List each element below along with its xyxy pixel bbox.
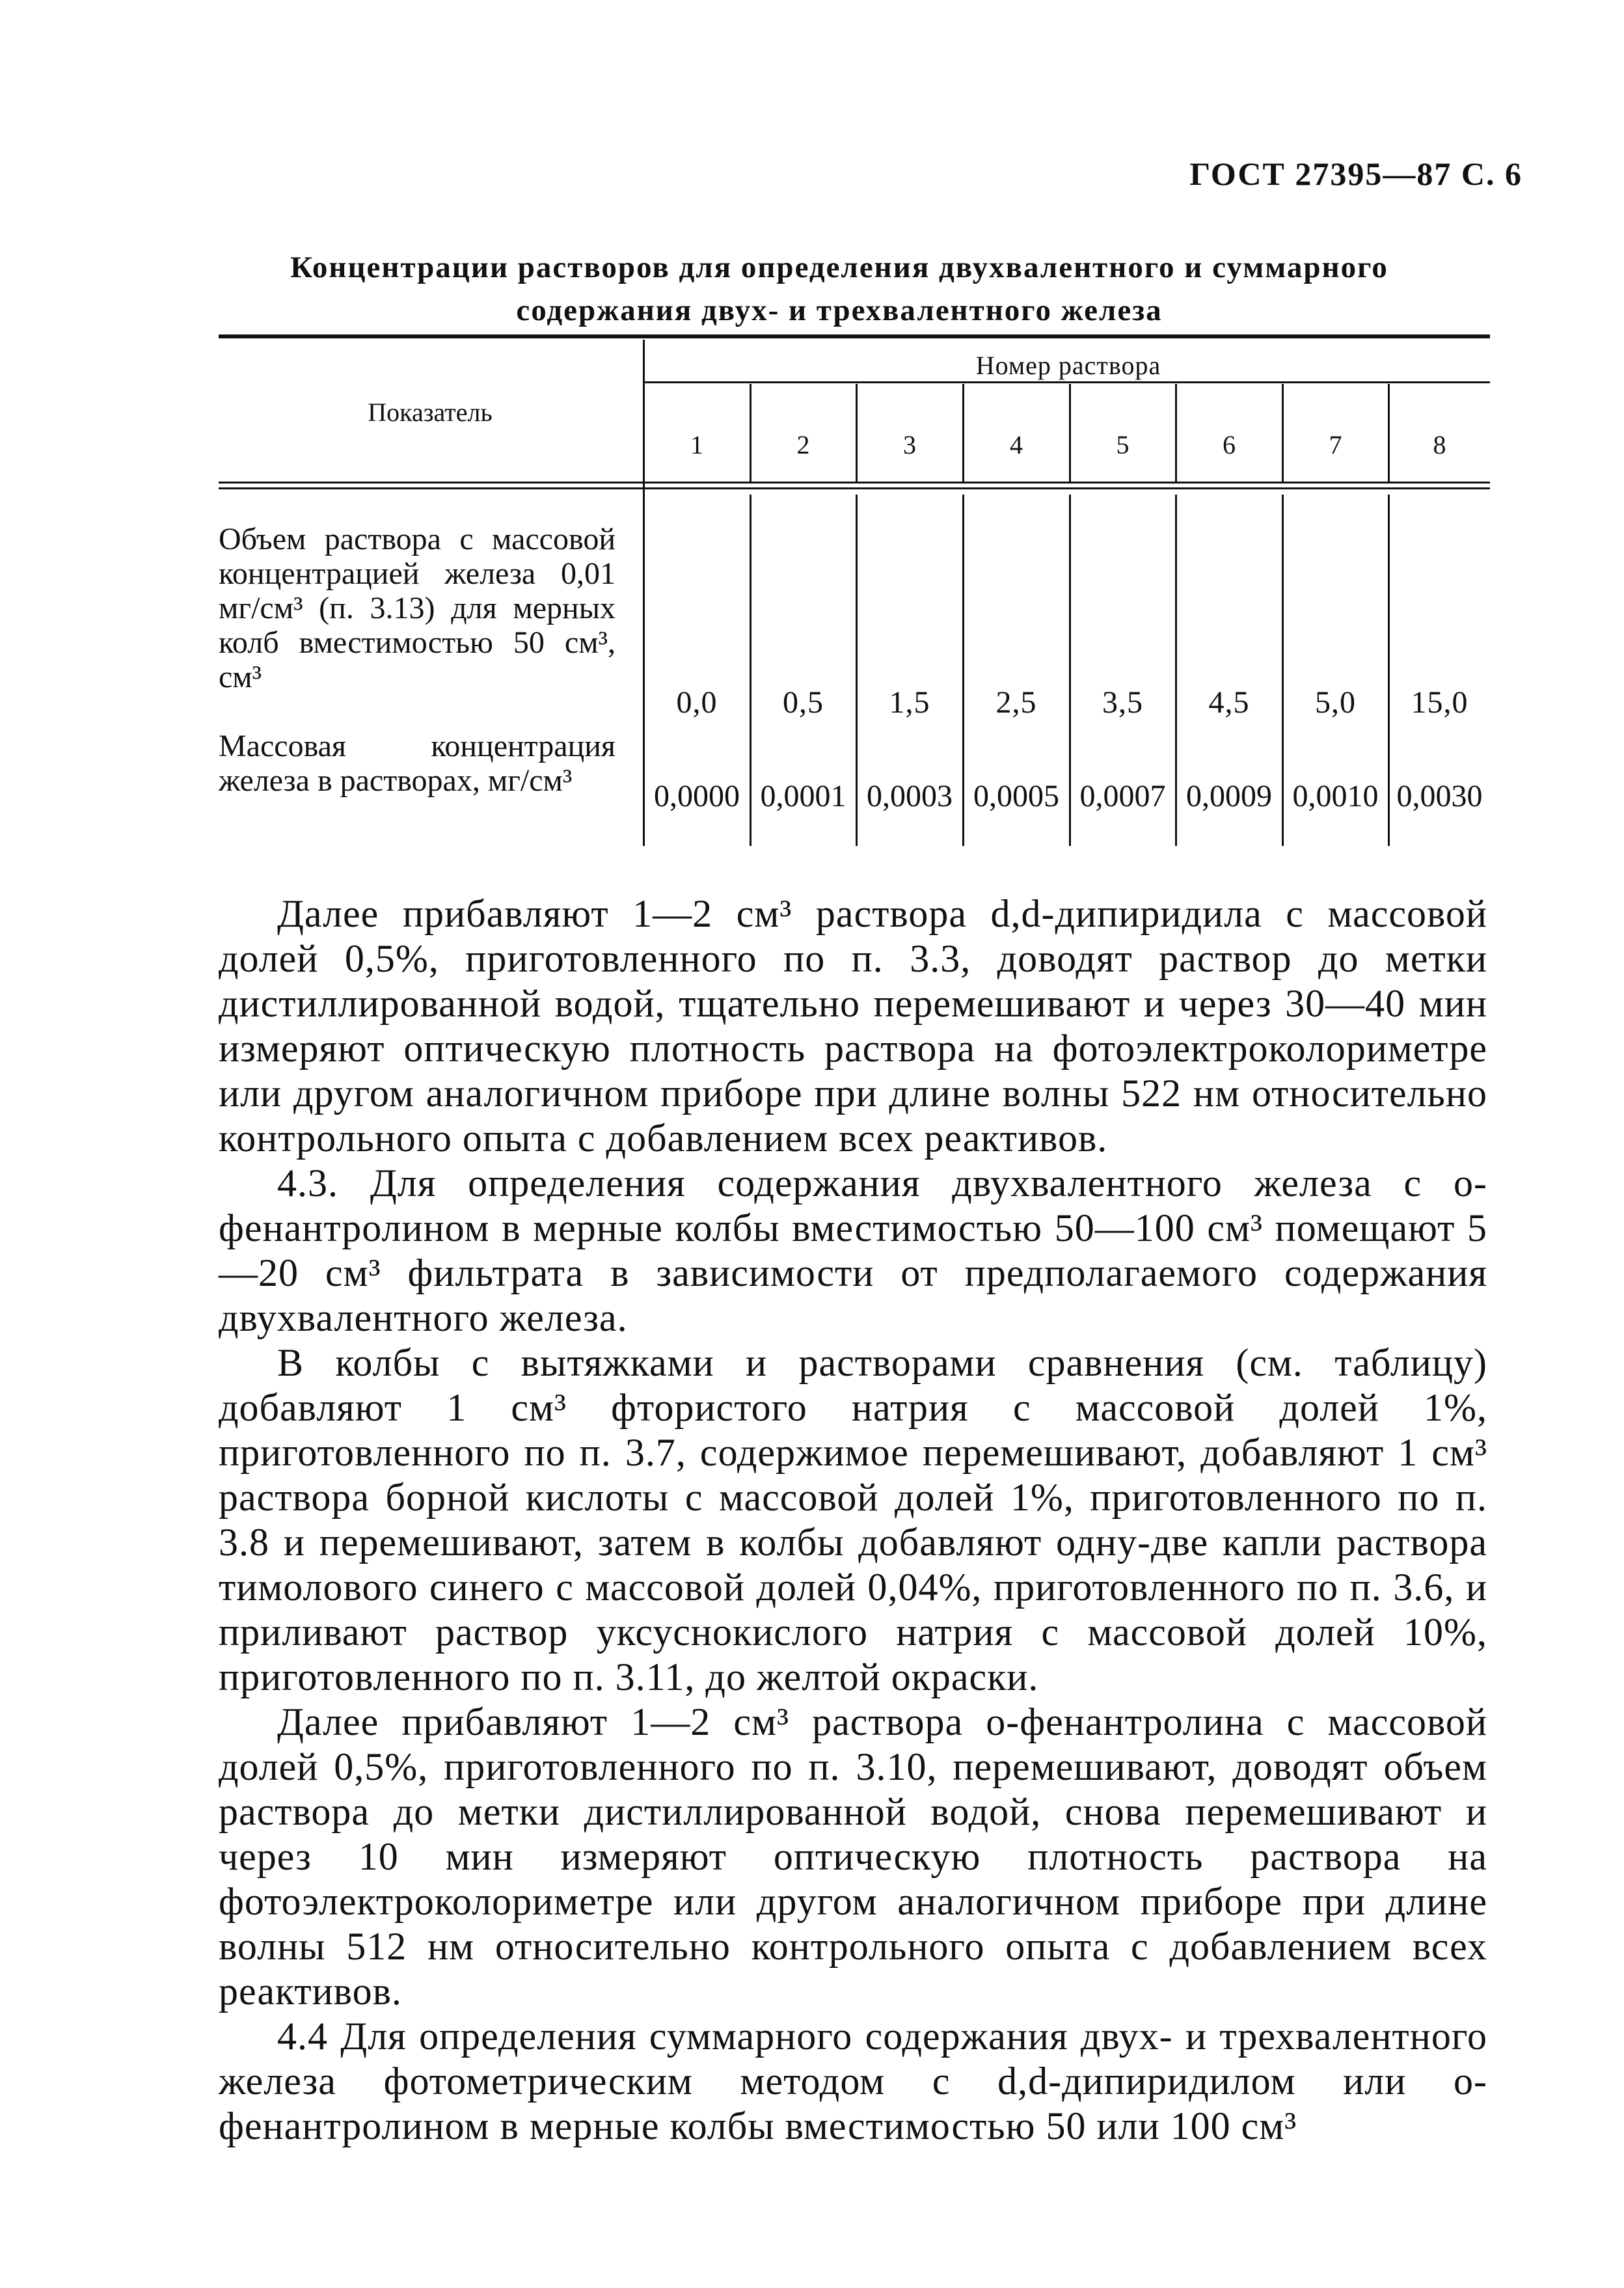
column-number: 1 [690, 430, 703, 459]
table-cell: 0,0 [676, 685, 718, 720]
page-header: ГОСТ 27395—87 С. 6 [1189, 156, 1522, 192]
column-group-header: Номер раствора [975, 351, 1161, 380]
table-caption [195, 246, 1483, 332]
column-number: 7 [1329, 430, 1342, 459]
column-number: 5 [1116, 430, 1130, 459]
table-divider-main [643, 340, 645, 846]
table-group-rule [644, 381, 1490, 383]
row-label-concentration: Массовая концентрация железа в растворах, мг/см³ [219, 729, 616, 798]
table-caption-line-2: содержания двух- и трехвалентного железа [516, 293, 1163, 327]
table-cell: 0,5 [783, 685, 824, 720]
column-number: 4 [1010, 430, 1023, 459]
body-text [219, 892, 1487, 2149]
table-cell: 1,5 [889, 685, 930, 720]
table-cell: 0,0010 [1292, 779, 1379, 813]
column-number: 2 [796, 430, 810, 459]
paragraph: 4.4 Для определения суммарного содержания двух- и трехвалентного железа фотометрическим методом с d,d-дипиридилом или о-фенантролином в мерные колбы вместимостью 50 или 100 см³ [219, 2015, 1487, 2147]
paragraph: Далее прибавляют 1—2 см³ раствора о-фенантролина с массовой долей 0,5%, приготовленного по п. 3.10, перемешивают, доводят объем раствора до метки дистиллированной водой, снова перемешивают и через 10 мин измеряют оптическую плотность раствора на фотоэлектроколориметре или другом аналогичном приборе при длине волны 512 нм относительно контрольного опыта с добавлением всех реактивов. [219, 1700, 1487, 2013]
column-number: 6 [1223, 430, 1236, 459]
column-number: 8 [1433, 430, 1446, 459]
table-cell: 4,5 [1208, 685, 1250, 720]
paragraph: 4.3. Для определения содержания двухвалентного железа с о-фенантролином в мерные колбы вместимостью 50—100 см³ помещают 5—20 см³ фильтрата в зависимости от предполагаемого содержания двухвалентного железа. [219, 1162, 1487, 1339]
column-header-indicator: Показатель [368, 398, 493, 427]
table-cell: 0,0000 [654, 779, 740, 813]
table-cell: 5,0 [1315, 685, 1356, 720]
table-cell: 0,0005 [973, 779, 1059, 813]
table-cell: 2,5 [995, 685, 1037, 720]
column-number: 3 [903, 430, 916, 459]
row-label-volume: Объем раствора с массовой концентрацией железа 0,01 мг/см³ (п. 3.13) для мерных колб вместимостью 50 см³, см³ [219, 522, 616, 694]
paragraph: Далее прибавляют 1—2 см³ раствора d,d-дипиридила с массовой долей 0,5%, приготовленного по п. 3.3, доводят раствор до метки дистиллированной водой, тщательно перемешивают и через 30—40 мин измеряют оптическую плотность раствора на фотоэлектроколориметре или другом аналогичном приборе при длине волны 522 нм относительно контрольного опыта с добавлением всех реактивов. [219, 892, 1487, 1160]
paragraph: В колбы с вытяжками и растворами сравнения (см. таблицу) добавляют 1 см³ фтористого натрия с массовой долей 1%, приготовленного по п. 3.7, содержимое перемешивают, добавляют 1 см³ раствора борной кислоты с массовой долей 1%, приготовленного по п. 3.8 и перемешивают, затем в колбы добавляют одну-две капли раствора тимолового синего с массовой долей 0,04%, приготовленного по п. 3.6, и приливают раствор уксуснокислого натрия с массовой долей 10%, приготовленного по п. 3.11, до желтой окраски. [219, 1341, 1487, 1698]
table-caption-line-1: Концентрации растворов для определения двухвалентного и суммарного [290, 251, 1388, 284]
table-cell: 0,0003 [867, 779, 953, 813]
table-cell: 0,0009 [1186, 779, 1272, 813]
table-header-rule [219, 482, 1490, 489]
table-cell: 15,0 [1411, 685, 1468, 720]
table-top-rule [219, 334, 1490, 338]
table-cell: 0,0007 [1079, 779, 1166, 813]
table-cell: 0,0030 [1396, 779, 1483, 813]
table-cell: 0,0001 [760, 779, 846, 813]
table-cell: 3,5 [1102, 685, 1143, 720]
